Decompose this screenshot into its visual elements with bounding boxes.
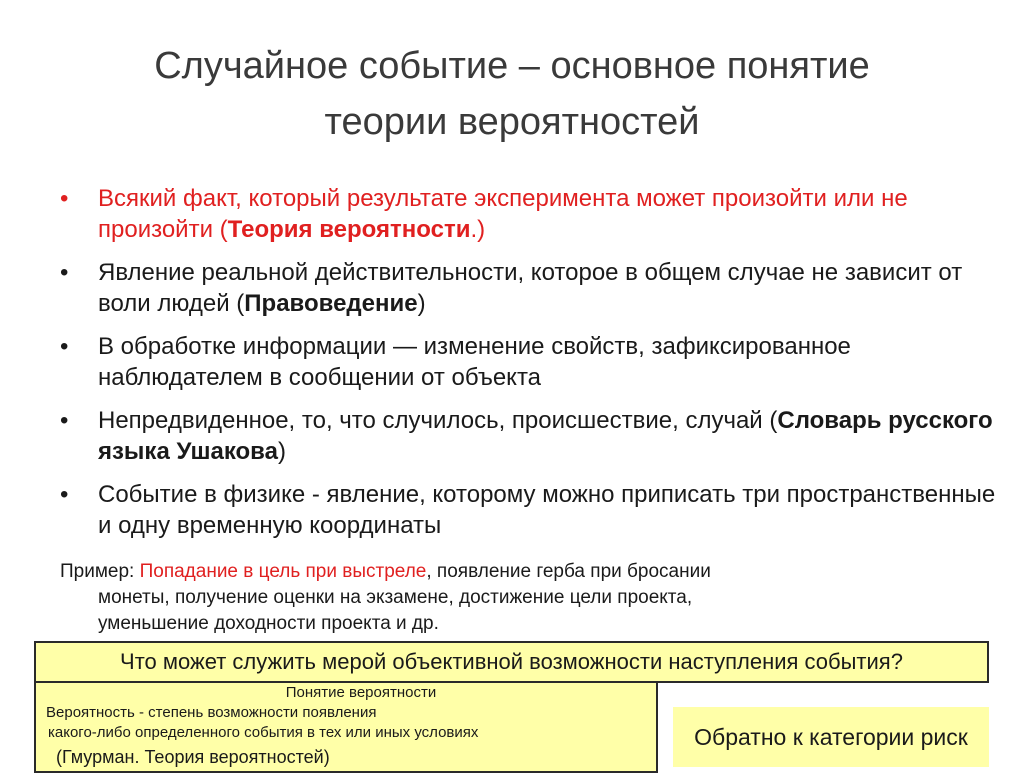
definition-line2: какого-либо определенного события в тех или иных условиях (48, 724, 479, 741)
bullet-source: Словарь русского языка Ушакова (98, 407, 993, 465)
definition-source: (Гмурман. Теория вероятностей) (56, 747, 330, 767)
bullet-source: Правоведение (244, 290, 418, 317)
bullet-dictionary (58, 405, 998, 467)
bullet-information (58, 331, 998, 393)
definition-line1: Вероятность - степень возможности появления (46, 704, 377, 721)
example-paragraph (60, 559, 960, 637)
bullet-text: В обработке информации — изменение свойств, зафиксированное наблюдателем в сообщении от объекта (98, 333, 851, 391)
bullet-text: Событие в физике - явление, которому можно приписать три пространственные и одну временную координаты (98, 481, 996, 539)
bullet-law (58, 257, 998, 319)
bullet-text: Всякий факт, который результате эксперимента может произойти или не произойти ( (98, 185, 908, 243)
bullet-marker: • (60, 185, 69, 212)
bullet-text: Непредвиденное, то, что случилось, происшествие, случай ( (98, 407, 778, 434)
bullet-marker: • (60, 407, 69, 434)
back-to-risk-category-button[interactable]: Обратно к категории риск (673, 707, 989, 767)
bullet-source: Теория вероятности (227, 216, 471, 243)
slide-title-line2: теории вероятностей (324, 101, 700, 143)
example-highlight: Попадание в цель при выстреле (139, 561, 427, 582)
question-banner: Что может служить мерой объективной возможности наступления события? (34, 641, 989, 683)
definition-list (58, 183, 998, 553)
slide-title (0, 38, 1024, 150)
example-text-line2: монеты, получение оценки на экзамене, достижение цели проекта, (98, 587, 693, 608)
bullet-marker: • (60, 259, 69, 286)
example-label: Пример: (60, 561, 140, 582)
bullet-probability-theory (58, 183, 998, 245)
bullet-text-end: ) (277, 438, 286, 465)
slide-title-line1: Случайное событие – основное понятие (154, 45, 870, 87)
bullet-text: Явление реальной действительности, которое в общем случае не зависит от воли людей ( (98, 259, 963, 317)
probability-definition-box (34, 683, 658, 773)
bullet-text-end: .) (470, 216, 486, 243)
example-text-line3: уменьшение доходности проекта и др. (98, 613, 439, 634)
bullet-marker: • (60, 481, 69, 508)
bullet-text-end: ) (417, 290, 426, 317)
example-text-line1: , появление герба при бросании (426, 561, 711, 582)
bullet-physics (58, 479, 998, 541)
bullet-marker: • (60, 333, 69, 360)
definition-heading: Понятие вероятности (285, 684, 437, 701)
